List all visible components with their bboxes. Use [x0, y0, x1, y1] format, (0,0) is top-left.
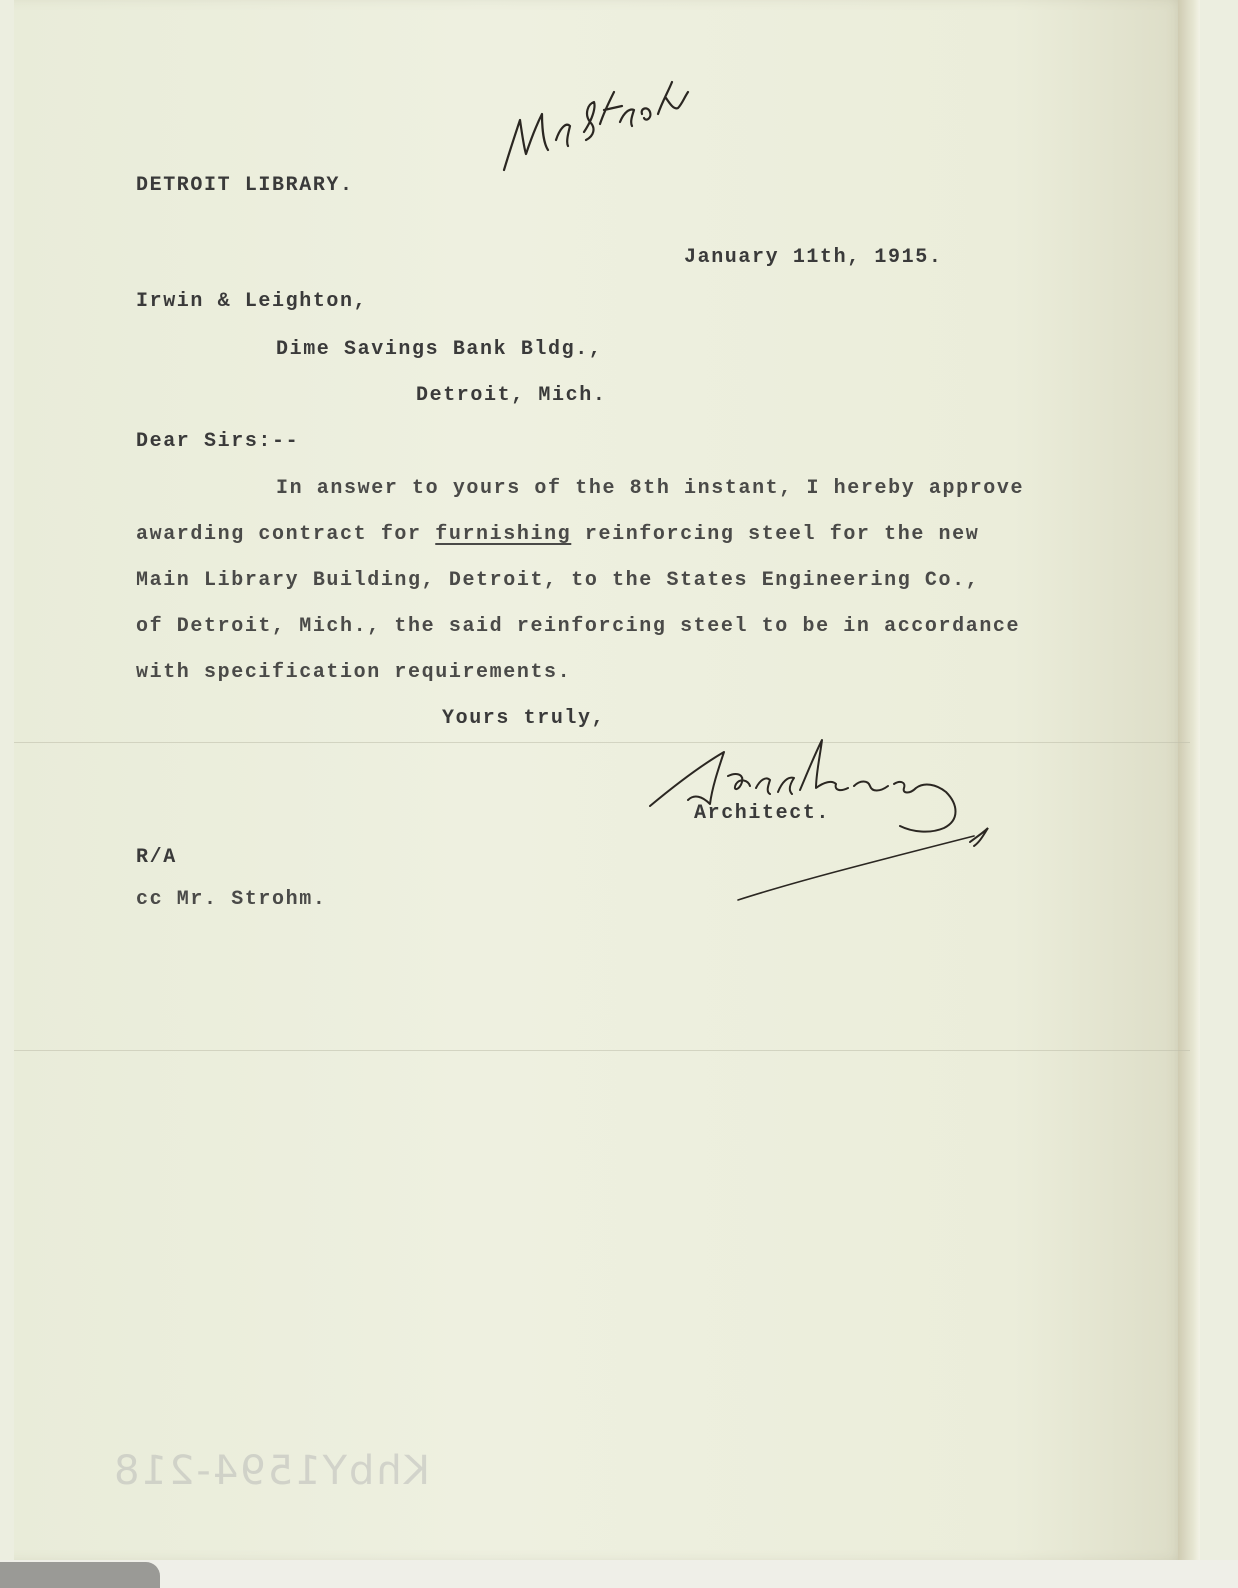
signature-title: Architect. [694, 802, 831, 825]
handwritten-annotation [496, 62, 696, 177]
letter-paper [14, 0, 1190, 1560]
letter-date: January 11th, 1915. [684, 246, 943, 269]
body-line-2-start: awarding contract for [136, 523, 436, 546]
cc-line: cc Mr. Strohm. [136, 888, 327, 911]
initials: R/A [136, 846, 177, 869]
body-line-3: Main Library Building, Detroit, to the States Engineering Co., [136, 569, 980, 592]
recipient-street: Dime Savings Bank Bldg., [276, 338, 603, 361]
body-line-4: of Detroit, Mich., the said reinforcing steel to be in accordance [136, 615, 1021, 638]
recipient-name: Irwin & Leighton, [136, 290, 368, 313]
scan-bottom-band [0, 1560, 1238, 1588]
fold-line [14, 1050, 1190, 1051]
recipient-city: Detroit, Mich. [416, 384, 607, 407]
scan-shadow [0, 1562, 160, 1588]
underlined-word: furnishing [435, 523, 572, 546]
body-line-1: In answer to yours of the 8th instant, I hereby approve [276, 477, 1025, 500]
letterhead: DETROIT LIBRARY. [136, 174, 354, 197]
body-line-2-end: reinforcing steel for the new [571, 523, 980, 546]
body-line-2 [136, 523, 979, 547]
salutation: Dear Sirs:-- [136, 430, 300, 453]
archive-stamp: KhbY1594-218 [112, 1448, 430, 1494]
fold-line [14, 742, 1190, 743]
closing: Yours truly, [442, 707, 606, 730]
paper-edge [1178, 0, 1200, 1560]
body-line-5: with specification requirements. [136, 661, 572, 684]
